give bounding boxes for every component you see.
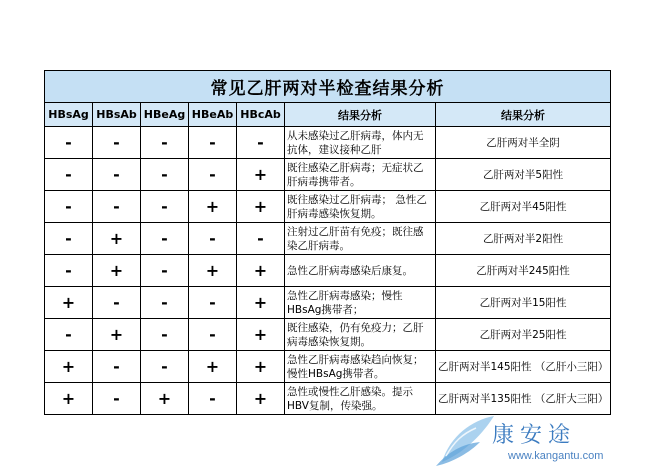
- analysis-cell: 急性乙肝病毒感染趋向恢复；慢性HBsAg携带者。: [285, 351, 436, 383]
- result-cell: 乙肝两对半5阳性: [436, 159, 611, 191]
- marker-cell: +: [189, 191, 237, 223]
- marker-cell: -: [45, 159, 93, 191]
- header-analysis: 结果分析: [285, 103, 436, 127]
- marker-cell: -: [237, 127, 285, 159]
- marker-cell: -: [141, 191, 189, 223]
- marker-cell: -: [189, 223, 237, 255]
- analysis-cell: 急性乙肝病毒感染；慢性HBsAg携带者；: [285, 287, 436, 319]
- result-cell: 乙肝两对半全阴: [436, 127, 611, 159]
- watermark-url: www.kangantu.com: [508, 450, 604, 462]
- analysis-cell: 既往感染乙肝病毒；无症状乙肝病毒携带者。: [285, 159, 436, 191]
- marker-cell: -: [189, 159, 237, 191]
- table-row: [45, 287, 611, 319]
- marker-cell: -: [93, 351, 141, 383]
- marker-cell: -: [93, 191, 141, 223]
- marker-cell: -: [141, 287, 189, 319]
- table-row: [45, 383, 611, 415]
- marker-cell: -: [141, 319, 189, 351]
- watermark-brand: 康安途: [492, 423, 577, 448]
- result-cell: 乙肝两对半45阳性: [436, 191, 611, 223]
- table-row: [45, 127, 611, 159]
- hbv-results-table: [44, 70, 611, 415]
- analysis-cell: 急性乙肝病毒感染后康复。: [285, 255, 436, 287]
- marker-cell: -: [189, 287, 237, 319]
- marker-cell: +: [237, 287, 285, 319]
- marker-cell: -: [141, 351, 189, 383]
- result-cell: 乙肝两对半135阳性 （乙肝大三阳）: [436, 383, 611, 415]
- marker-cell: +: [189, 255, 237, 287]
- table-title: 常见乙肝两对半检查结果分析: [45, 71, 611, 103]
- hbv-results-table-container: [44, 70, 610, 415]
- marker-cell: -: [93, 127, 141, 159]
- marker-cell: +: [93, 223, 141, 255]
- marker-cell: +: [45, 383, 93, 415]
- result-cell: 乙肝两对半15阳性: [436, 287, 611, 319]
- marker-cell: -: [93, 383, 141, 415]
- marker-cell: +: [141, 383, 189, 415]
- analysis-cell: 从未感染过乙肝病毒，体内无抗体，建议接种乙肝: [285, 127, 436, 159]
- marker-cell: +: [45, 351, 93, 383]
- marker-cell: -: [189, 319, 237, 351]
- header-row: [45, 103, 611, 127]
- marker-cell: -: [93, 287, 141, 319]
- analysis-cell: 急性或慢性乙肝感染。提示HBV复制，传染强。: [285, 383, 436, 415]
- table-row: [45, 191, 611, 223]
- marker-cell: -: [141, 127, 189, 159]
- header-hbeag: HBeAg: [141, 103, 189, 127]
- table-row: [45, 351, 611, 383]
- header-hbsab: HBsAb: [93, 103, 141, 127]
- marker-cell: +: [189, 351, 237, 383]
- marker-cell: +: [237, 351, 285, 383]
- result-cell: 乙肝两对半25阳性: [436, 319, 611, 351]
- marker-cell: +: [237, 319, 285, 351]
- header-hbcab: HBcAb: [237, 103, 285, 127]
- analysis-cell: 注射过乙肝苗有免疫；既往感染乙肝病毒。: [285, 223, 436, 255]
- marker-cell: -: [189, 127, 237, 159]
- marker-cell: +: [237, 191, 285, 223]
- marker-cell: -: [45, 255, 93, 287]
- marker-cell: -: [189, 383, 237, 415]
- marker-cell: -: [141, 159, 189, 191]
- analysis-cell: 既往感染过乙肝病毒； 急性乙肝病毒感染恢复期。: [285, 191, 436, 223]
- marker-cell: -: [237, 223, 285, 255]
- table-row: [45, 159, 611, 191]
- marker-cell: -: [141, 223, 189, 255]
- marker-cell: -: [93, 159, 141, 191]
- marker-cell: +: [237, 383, 285, 415]
- marker-cell: +: [237, 159, 285, 191]
- marker-cell: +: [93, 255, 141, 287]
- marker-cell: -: [45, 223, 93, 255]
- marker-cell: -: [45, 127, 93, 159]
- result-cell: 乙肝两对半145阳性 （乙肝小三阳）: [436, 351, 611, 383]
- marker-cell: -: [45, 319, 93, 351]
- analysis-cell: 既往感染，仍有免疫力；乙肝病毒感染恢复期。: [285, 319, 436, 351]
- marker-cell: +: [237, 255, 285, 287]
- marker-cell: -: [45, 191, 93, 223]
- marker-cell: +: [45, 287, 93, 319]
- header-result: 结果分析: [436, 103, 611, 127]
- result-cell: 乙肝两对半245阳性: [436, 255, 611, 287]
- table-row: [45, 223, 611, 255]
- header-hbeab: HBeAb: [189, 103, 237, 127]
- table-row: [45, 255, 611, 287]
- table-row: [45, 319, 611, 351]
- result-cell: 乙肝两对半2阳性: [436, 223, 611, 255]
- marker-cell: +: [93, 319, 141, 351]
- header-hbsag: HBsAg: [45, 103, 93, 127]
- watermark: [432, 412, 642, 468]
- marker-cell: -: [141, 255, 189, 287]
